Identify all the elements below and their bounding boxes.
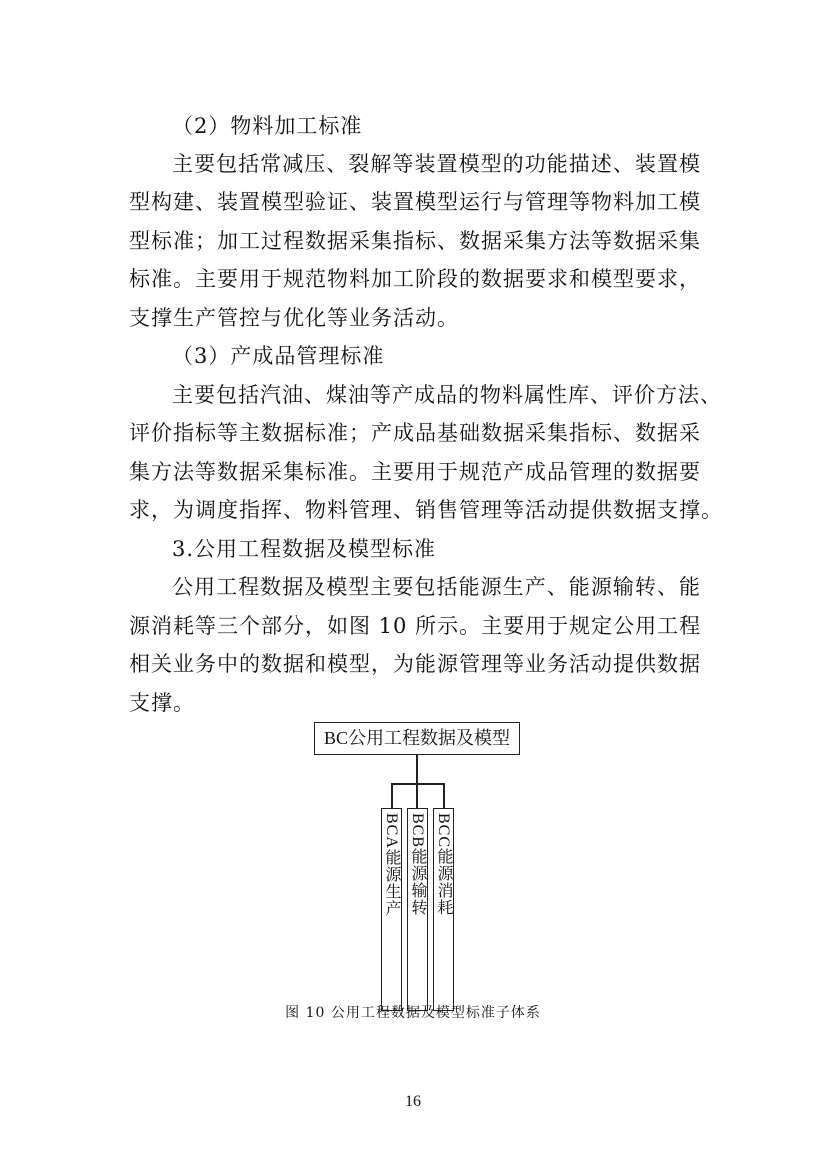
paragraph-line: 支撑。 [129, 691, 195, 715]
paragraph-line: 集方法等数据采集标准。主要用于规范产成品管理的数据要 [129, 460, 701, 484]
connector-child-b [416, 783, 418, 808]
paragraph-line: 支撑生产管控与优化等业务活动。 [129, 306, 459, 330]
paragraph-line: 源消耗等三个部分，如图 10 所示。主要用于规定公用工程 [129, 614, 702, 638]
paragraph-line: 主要包括常减压、裂解等装置模型的功能描述、装置模 [172, 152, 701, 176]
section-heading-utility-engineering: 3.公用工程数据及模型标准 [172, 537, 437, 561]
node-label: BCC能源消耗 [435, 813, 452, 917]
paragraph-line: 相关业务中的数据和模型，为能源管理等业务活动提供数据 [129, 652, 701, 676]
paragraph-line: 主要包括汽油、煤油等产成品的物料属性库、评价方法、 [172, 383, 722, 407]
utility-standard-tree-diagram [300, 722, 540, 992]
diagram-node-energy-consumption [433, 808, 454, 1011]
paragraph-line: 标准。主要用于规范物料加工阶段的数据要求和模型要求， [129, 267, 701, 291]
paragraph-line: 公用工程数据及模型主要包括能源生产、能源输转、能 [172, 575, 701, 599]
paragraph-line: 评价指标等主数据标准；产成品基础数据采集指标、数据采 [129, 421, 701, 445]
page-number: 16 [405, 1093, 421, 1110]
paragraph-line: 型标准；加工过程数据采集指标、数据采集方法等数据采集 [129, 229, 701, 253]
diagram-root-node: BC公用工程数据及模型 [314, 722, 520, 755]
connector-vertical-root [416, 755, 418, 783]
paragraph-line: 型构建、装置模型验证、装置模型运行与管理等物料加工模 [129, 190, 701, 214]
connector-horizontal [391, 783, 444, 785]
diagram-node-energy-transfer [407, 808, 428, 1011]
node-label: BCA能源生产 [383, 813, 400, 917]
connector-child-a [391, 783, 393, 808]
connector-child-c [443, 783, 445, 808]
node-label: BCB能源输转 [409, 813, 426, 917]
section-heading-material-processing: （2）物料加工标准 [172, 114, 363, 138]
figure-caption: 图 10 公用工程数据及模型标准子体系 [285, 1005, 541, 1021]
diagram-node-energy-production [381, 808, 402, 1011]
section-heading-finished-products: （3）产成品管理标准 [172, 344, 385, 368]
paragraph-line: 求，为调度指挥、物料管理、销售管理等活动提供数据支撑。 [129, 498, 723, 522]
